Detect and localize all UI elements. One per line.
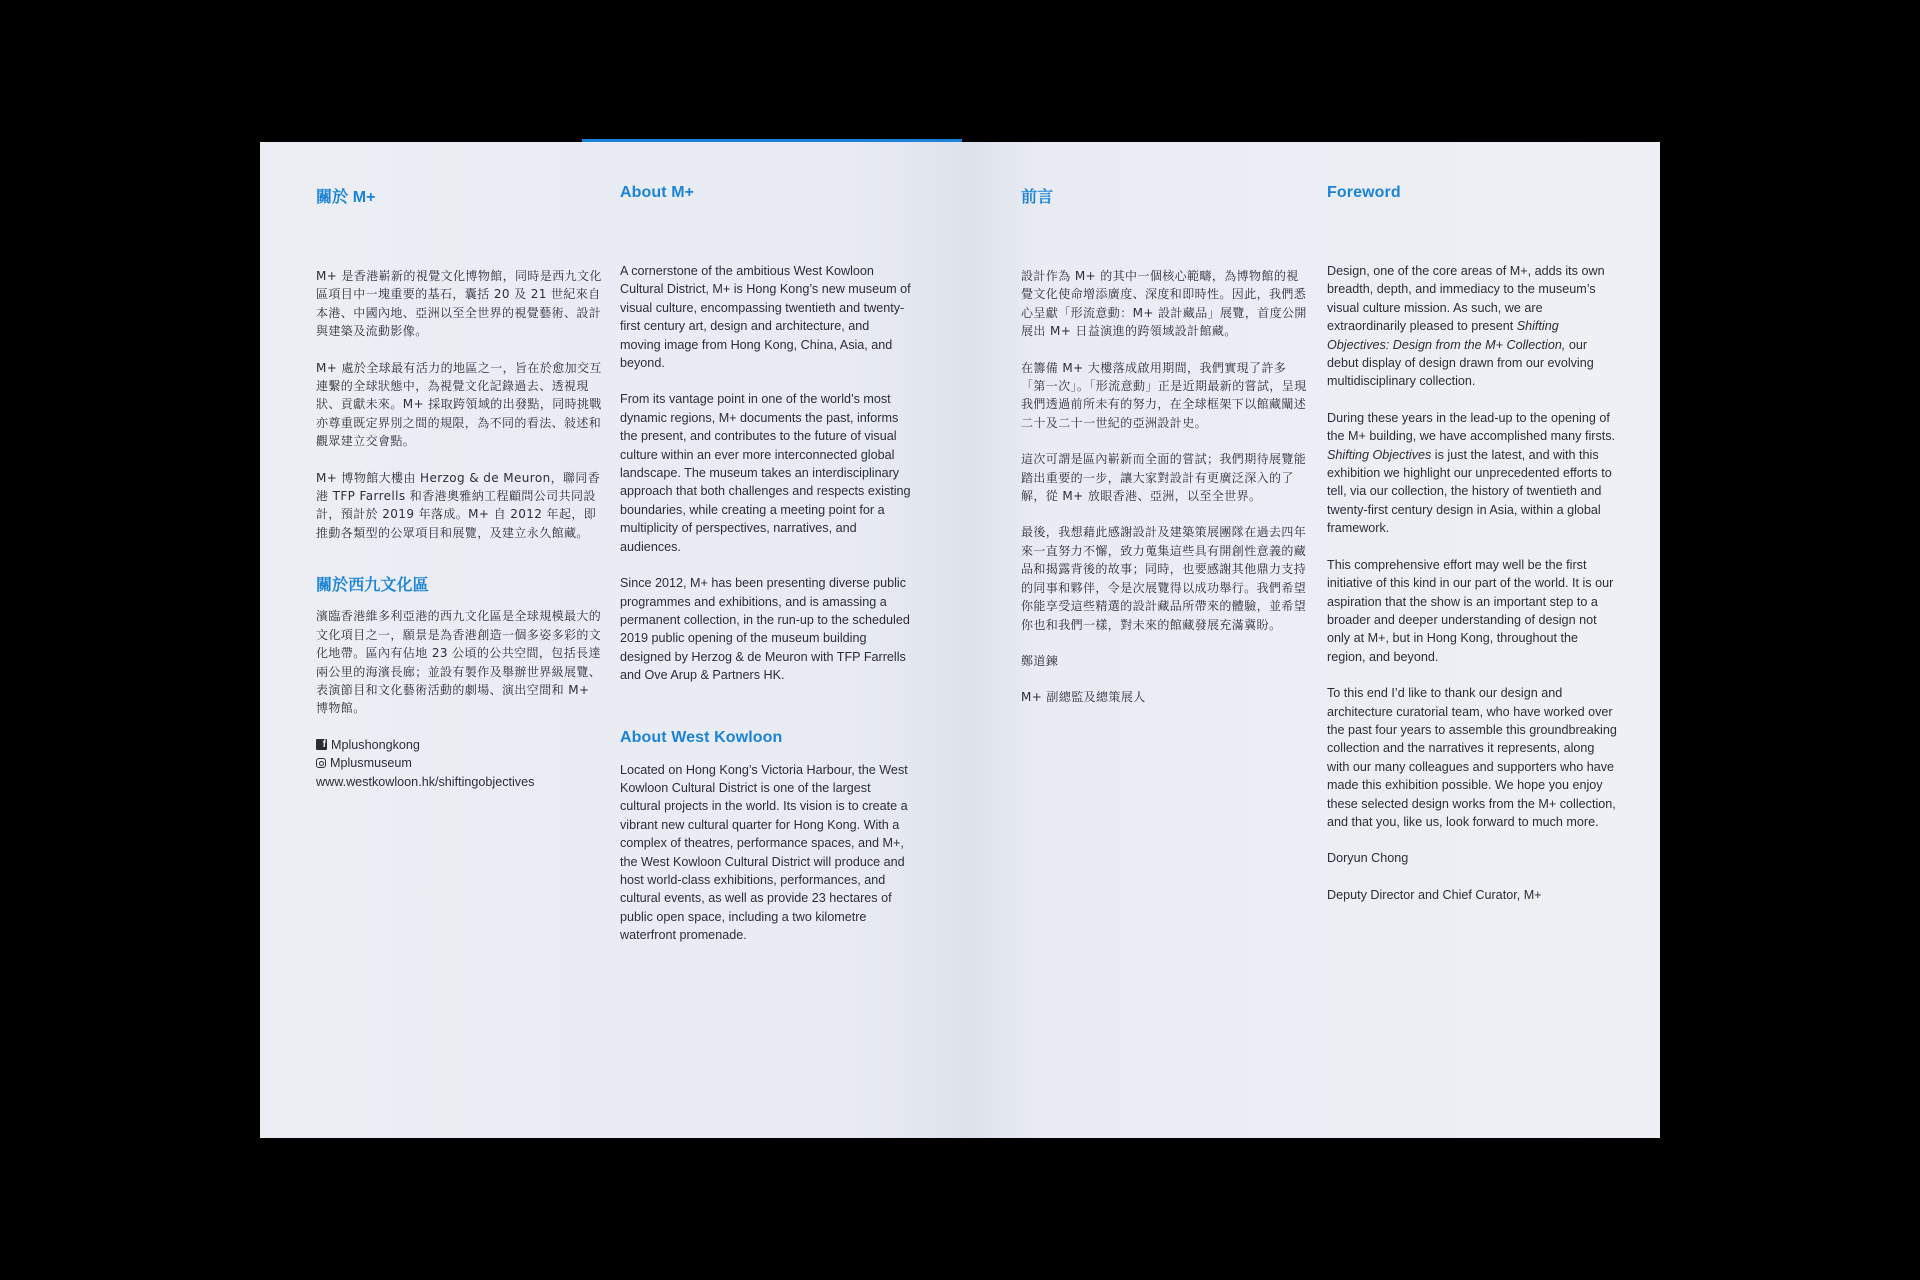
facebook-icon: f <box>316 739 327 750</box>
foreword-english-column <box>1327 184 1617 922</box>
foreword-p1-text-end: our debut display of design drawn from our evolving multidisciplinary collection. <box>1327 337 1594 389</box>
about-mplus-paragraph: Since 2012, M+ has been presenting diverse public programmes and exhibitions, and is amassing a permanent collection, in the run-up to the scheduled 2019 public opening of the museum building designed by Herzog & de Meuron with TFP Farrells and Ove Arup & Partners HK. <box>620 576 910 683</box>
signature-name: Doryun Chong <box>1327 851 1409 866</box>
website-link[interactable]: www.westkowloon.hk/shiftingobjectives <box>316 774 535 789</box>
about-mplus-chinese-column <box>316 184 606 791</box>
foreword-paragraph-2 <box>1327 409 1617 538</box>
foreword-zh-paragraph: 最後，我想藉此感謝設計及建築策展團隊在過去四年來一直努力不懈，致力蒐集這些具有開創性意義的藏品和揭露背後的故事；同時，也要感謝其他鼎力支持的同事和夥伴，令是次展覽得以成功舉行。我們希望你能享受這些精選的設計藏品所帶來的體驗，並希望你也和我們一樣，對未來的館藏發展充滿冀盼。 <box>1021 525 1307 632</box>
foreword-chinese-column <box>1021 184 1307 725</box>
about-mplus-zh-paragraph: M+ 博物館大樓由 Herzog & de Meuron，聯同香港 TFP Farrells 和香港奧雅納工程顧問公司共同設計，預計於 2019 年落成。M+ 自 2012 年起，即推動各類型的公眾項目和展覽，及建立永久館藏。 <box>316 470 601 540</box>
social-links <box>316 736 606 791</box>
foreword-zh-paragraph: 設計作為 M+ 的其中一個核心範疇，為博物館的視覺文化使命增添廣度、深度和即時性。因此，我們悉心呈獻「形流意動：M+ 設計藏品」展覽，首度公開展出 M+ 日益演進的跨領域設計館藏。 <box>1021 269 1307 339</box>
foreword-zh-heading: 前言 <box>1021 189 1054 206</box>
about-mplus-zh-heading: 關於 M+ <box>316 189 376 206</box>
signature-title-zh: M+ 副總監及總策展人 <box>1021 690 1146 705</box>
instagram-link[interactable] <box>316 754 606 772</box>
exhibition-title: Shifting Objectives: Design from the M+ Collection, <box>1327 319 1566 352</box>
foreword-heading: Foreword <box>1327 184 1401 201</box>
brochure-spread <box>260 142 1660 1138</box>
about-west-kowloon-heading: About West Kowloon <box>620 728 783 746</box>
signature-title: Deputy Director and Chief Curator, M+ <box>1327 887 1542 902</box>
foreword-zh-paragraph: 這次可謂是區內嶄新而全面的嘗試；我們期待展覽能踏出重要的一步，讓大家對設計有更廣泛深入的了解，從 M+ 放眼香港、亞洲，以至全世界。 <box>1021 452 1307 504</box>
foreword-paragraph-1 <box>1327 262 1617 391</box>
instagram-icon <box>316 758 326 768</box>
about-mplus-english-column <box>620 184 912 963</box>
about-west-kowloon-zh-heading: 關於西九文化區 <box>316 577 429 595</box>
signature-name-zh: 鄭道鍊 <box>1021 653 1059 668</box>
about-mplus-paragraph: A cornerstone of the ambitious West Kowloon Cultural District, M+ is Hong Kong’s new museum of visual culture, encompassing twentieth and twenty-first century art, design and architecture, and moving image from Hong Kong, China, Asia, and beyond. <box>620 264 911 371</box>
about-mplus-heading: About M+ <box>620 184 695 201</box>
about-mplus-paragraph: From its vantage point in one of the world’s most dynamic regions, M+ documents the past, informs the present, and contributes to the future of visual culture within an ever more interconnected global landscape. The museum takes an interdisciplinary approach that both challenges and respects existing boundaries, while creating a meeting point for a multiplicity of perspectives, narratives, and audiences. <box>620 392 911 554</box>
left-page <box>260 142 962 1138</box>
foreword-p1-text: Design, one of the core areas of M+, adds its own breadth, depth, and immediacy to the museum’s visual culture mission. As such, we are extraordinarily pleased to present <box>1327 264 1605 334</box>
facebook-handle: Mplushongkong <box>331 737 420 752</box>
about-mplus-zh-paragraph: M+ 處於全球最有活力的地區之一，旨在於愈加交互連繫的全球狀態中，為視覺文化記錄過去、透視現狀、貢獻未來。M+ 採取跨領域的出發點，同時挑戰亦尊重既定界別之間的規限，為不同的看法、敍述和觀眾建立交會點。 <box>316 360 602 449</box>
foreword-p2-text: During these years in the lead-up to the opening of the M+ building, we have accomplished many firsts. <box>1327 410 1616 444</box>
foreword-paragraph-4: To this end I’d like to thank our design and architecture curatorial team, who have worked over the past four years to assemble this groundbreaking collection and the narratives it represents, along with our many colleagues and supporters who have made this exhibition possible. We hope you enjoy these selected design works from the M+ collection, and that you, like us, look forward to much more. <box>1327 686 1617 829</box>
foreword-p2-text-end: is just the latest, and with this exhibition we highlight our unprecedented efforts to tell, via our collection, the history of twentieth and twenty-first century design in Asia, within a global framework. <box>1327 447 1612 536</box>
right-page <box>961 142 1660 1138</box>
instagram-handle: Mplusmuseum <box>330 756 412 771</box>
exhibition-title-short: Shifting Objectives <box>1327 447 1432 462</box>
foreword-paragraph-3: This comprehensive effort may well be the first initiative of this kind in our part of the world. It is our aspiration that the show is an important step to a broader and deeper understanding of design not only at M+, but in Hong Kong, throughout the region, and beyond. <box>1327 557 1614 664</box>
about-west-kowloon-zh-paragraph: 濱臨香港維多利亞港的西九文化區是全球規模最大的文化項目之一，願景是為香港創造一個多姿多彩的文化地帶。區內有佔地 23 公頃的公共空間，包括長達兩公里的海濱長廊；並設有製作及舉辦世界級展覽、表演節目和文化藝術活動的劇場、演出空間和 M+ 博物館。 <box>316 609 602 716</box>
about-west-kowloon-paragraph: Located on Hong Kong’s Victoria Harbour, the West Kowloon Cultural District is one of the largest cultural projects in the world. Its vision is to create a vibrant new cultural quarter for Hong Kong. With a complex of theatres, performance spaces, and M+, the West Kowloon Cultural District will produce and host world-class exhibitions, performances, and cultural events, as well as provide 23 hectares of public open space, including a two kilometre waterfront promenade. <box>620 762 908 943</box>
facebook-link[interactable] <box>316 736 606 754</box>
about-mplus-zh-paragraph: M+ 是香港嶄新的視覺文化博物館，同時是西九文化區項目中一塊重要的基石，囊括 20 及 21 世紀來自本港、中國內地、亞洲以至全世界的視覺藝術、設計與建築及流動影像。 <box>316 269 602 339</box>
foreword-zh-paragraph: 在籌備 M+ 大樓落成啟用期間，我們實現了許多「第一次」。「形流意動」正是近期最新的嘗試，呈現我們透過前所未有的努力，在全球框架下以館藏闡述二十及二十一世紀的亞洲設計史。 <box>1021 360 1307 430</box>
